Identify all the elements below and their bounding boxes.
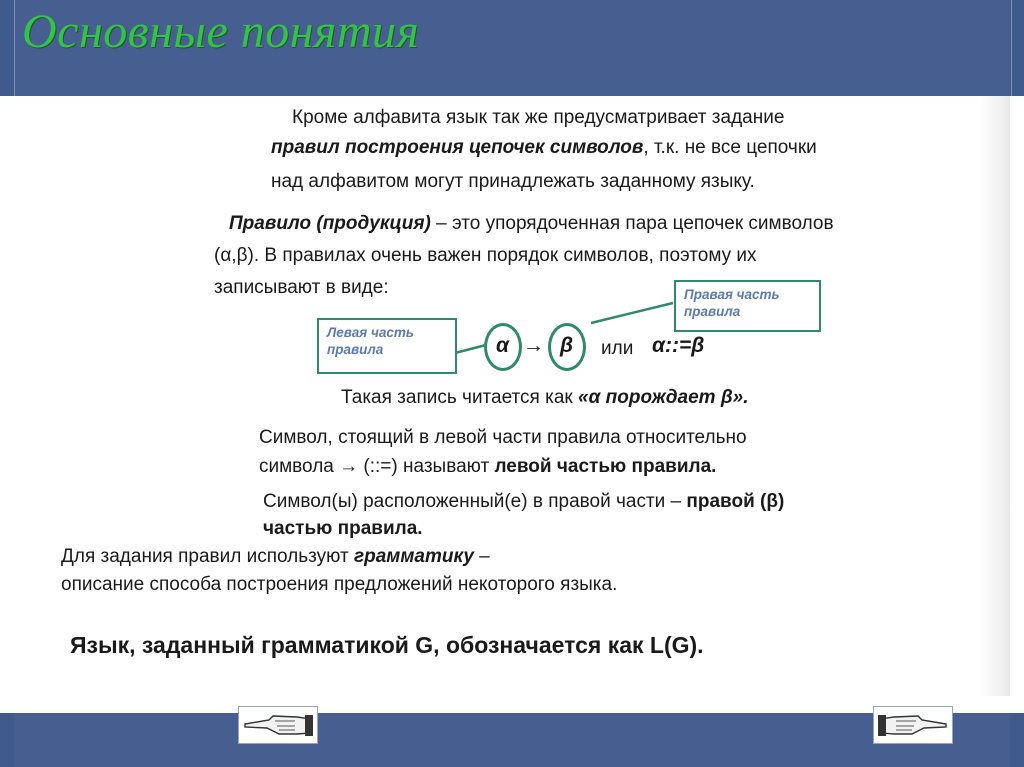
footer-bar	[0, 713, 1024, 767]
p6-line1-tail: –	[473, 546, 490, 567]
p1-emph: правил построения цепочек символов	[271, 137, 644, 158]
formula-alt: α::=β	[652, 334, 705, 357]
right-connector-line	[591, 303, 673, 323]
p6-line1-plain: Для задания правил используют	[61, 546, 354, 567]
p5-emph: правой (β)	[686, 491, 785, 512]
p6-emph: грамматику	[353, 546, 474, 567]
hand-pointing-left-icon	[239, 707, 317, 743]
callout-right-part	[674, 280, 821, 332]
p3	[341, 387, 748, 409]
p4-line1: Символ, стоящий в левой части правила относительно	[259, 427, 747, 448]
p5-line1-plain: Символ(ы) расположенный(е) в правой части –	[263, 491, 687, 512]
next-slide-button[interactable]	[873, 706, 953, 744]
p4-emph: левой частью правила.	[494, 456, 717, 477]
footer-frame	[14, 713, 1010, 767]
callout-left-line1: Левая часть	[327, 325, 414, 340]
p5-line1	[263, 491, 784, 513]
formula-arrow: →	[523, 334, 544, 357]
p2-line2: (α,β). В правилах очень важен порядок символов, поэтому их	[214, 245, 757, 266]
p2-line1-rest: – это упорядоченная пара цепочек символов	[430, 213, 834, 234]
left-connector-line	[455, 345, 486, 353]
p3-emph: «α порождает β».	[578, 387, 749, 408]
p6-line1	[61, 546, 490, 568]
slide-title: Основные понятия	[22, 5, 420, 58]
callout-right-line2: правила	[684, 304, 741, 319]
p2-line3: записывают в виде:	[214, 277, 389, 298]
formula-or: или	[601, 338, 634, 359]
p4-line2	[259, 456, 716, 478]
p1-line3: над алфавитом могут принадлежать заданному языку.	[271, 171, 755, 192]
p6-line2: описание способа построения предложений некоторого языка.	[61, 574, 618, 595]
p7-language-definition: Язык, заданный грамматикой G, обозначается как L(G).	[70, 632, 704, 658]
p4-line2-plain: символа → (::=) называют	[259, 456, 495, 477]
hand-pointing-right-icon	[874, 707, 952, 743]
p5-line2: частью правила.	[263, 518, 423, 539]
formula-beta: β	[560, 334, 574, 357]
callout-left-line2: правила	[327, 342, 384, 357]
p2-emph: Правило (продукция)	[229, 213, 431, 234]
callout-right-line1: Правая часть	[684, 287, 780, 302]
p1-line2-rest: , т.к. не все цепочки	[643, 137, 817, 158]
prev-slide-button[interactable]	[238, 706, 318, 744]
p3-plain: Такая запись читается как	[341, 387, 578, 408]
formula-alpha: α	[496, 334, 510, 357]
callout-left-part	[317, 318, 457, 374]
p1-line1: Кроме алфавита язык так же предусматривает задание	[292, 107, 785, 128]
